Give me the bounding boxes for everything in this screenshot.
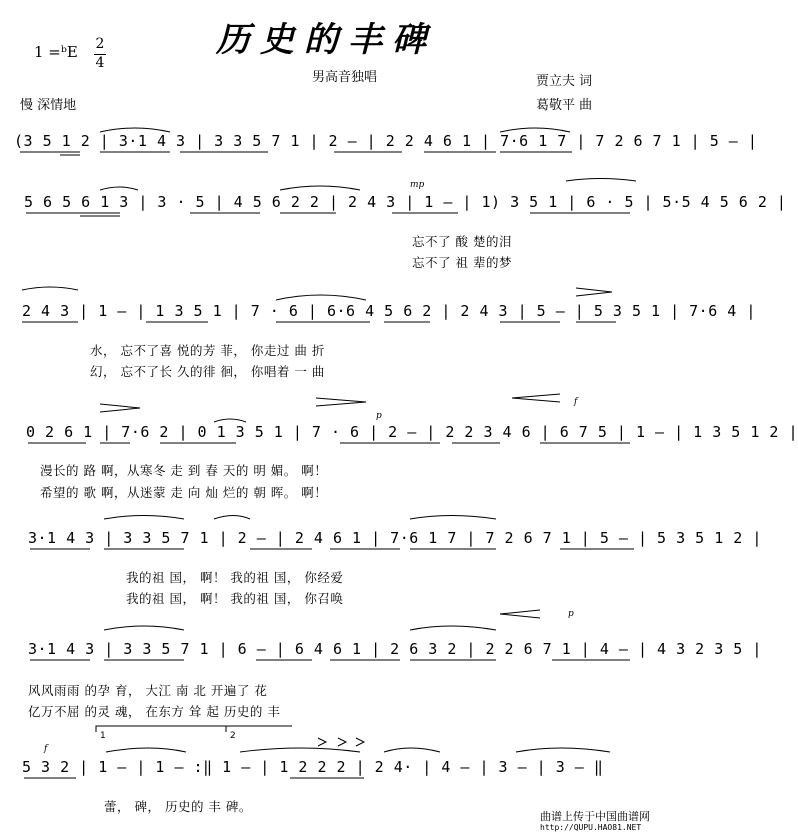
score-line-2: 5 6 5 6 1 3 | 3 · 5 | 4 5 6 2 2 | 2 4 3 | 1 — | 1) 3 5 1 | 6 · 5 | 5·5 4 5 6 2 | [24,193,787,211]
score-line-4: 0 2 6 1 | 7·6 2 | 0 1 3 5 1 | 7 · 6 | 2 — | 2 2 3 4 6 | 6 7 5 | 1 — | 1 3 5 1 2 | [26,423,798,441]
score-line-3: 2 4 3 | 1 — | 1 3 5 1 | 7 · 6 | 6·6 4 5 6 2 | 2 4 3 | 5 — | 5 3 5 1 | 7·6 4 | [22,302,756,320]
score-line-5: 3·1 4 3 | 3 3 5 7 1 | 2 — | 2 4 6 1 | 7·6 1 7 | 7 2 6 7 1 | 5 — | 5 3 5 1 2 | [28,529,762,547]
score-line-6: 3·1 4 3 | 3 3 5 7 1 | 6 — | 6 4 6 1 | 2 6 3 2 | 2 2 6 7 1 | 4 — | 4 3 2 3 5 | [28,640,762,658]
site-watermark: 曲谱上传于中国曲谱网 [540,810,650,823]
lyrics-line-3b: 幻， 忘不了长 久的徘 徊， 你唱着 一 曲 [90,364,325,379]
lyrics-line-5b: 我的祖 国， 啊！ 我的祖 国， 你召唤 [126,591,344,606]
volta-2-label: 2 [230,731,236,741]
lyrics-line-6b: 亿万不屈 的灵 魂， 在东方 耸 起 历史的 丰 [28,704,281,719]
lyrics-line-2b: 忘不了 祖 辈的梦 [412,255,512,270]
lyrics-line-7a: 蕾， 碑， 历史的 丰 碑。 [104,799,252,814]
time-signature-top: 2 [95,36,105,52]
performance-type: 男高音独唱 [312,70,378,85]
composer: 葛敬平 曲 [536,98,593,113]
site-url: http://QUPU.HAO81.NET [540,823,642,832]
tempo-marking: 慢 深情地 [20,98,77,113]
lyrics-line-2a: 忘不了 酸 楚的泪 [412,234,512,249]
lyrics-line-5a: 我的祖 国， 啊！ 我的祖 国， 你经爱 [126,570,344,585]
dynamic-mp: mp [410,180,425,190]
score-line-7: 5 3 2 | 1 — | 1 — :‖ 1 — | 1 2 2 2 | 2 4· | 4 — | 3 — | 3 — ‖ [22,758,604,776]
lyrics-line-4b: 希望的 歌 啊，从迷蒙 走 向 灿 烂的 朝 晖。 啊！ [40,485,328,500]
dynamic-f-2: f [44,744,48,754]
lyrics-line-6a: 风风雨雨 的孕 育， 大江 南 北 开遍了 花 [28,683,268,698]
lyricist: 贾立夫 词 [536,74,593,89]
dynamic-f: f [574,397,578,407]
lyrics-line-3a: 水， 忘不了喜 悦的芳 菲， 你走过 曲 折 [90,343,325,358]
score-line-1: (3 5 1 2 | 3·1 4 3 | 3 3 5 7 1 | 2 — | 2 2 4 6 1 | 7·6 1 7 | 7 2 6 7 1 | 5 — | [14,132,758,150]
key-signature: 1 =ᵇE [34,43,78,61]
dynamic-p-2: p [568,609,574,619]
volta-1-label: 1 [100,731,106,741]
lyrics-line-4a: 漫长的 路 啊，从寒冬 走 到 春 天的 明 媚。 啊！ [40,463,328,478]
time-signature-bottom: 4 [95,55,105,71]
song-title: 历史的丰碑 [216,20,436,60]
dynamic-p: p [376,411,382,421]
